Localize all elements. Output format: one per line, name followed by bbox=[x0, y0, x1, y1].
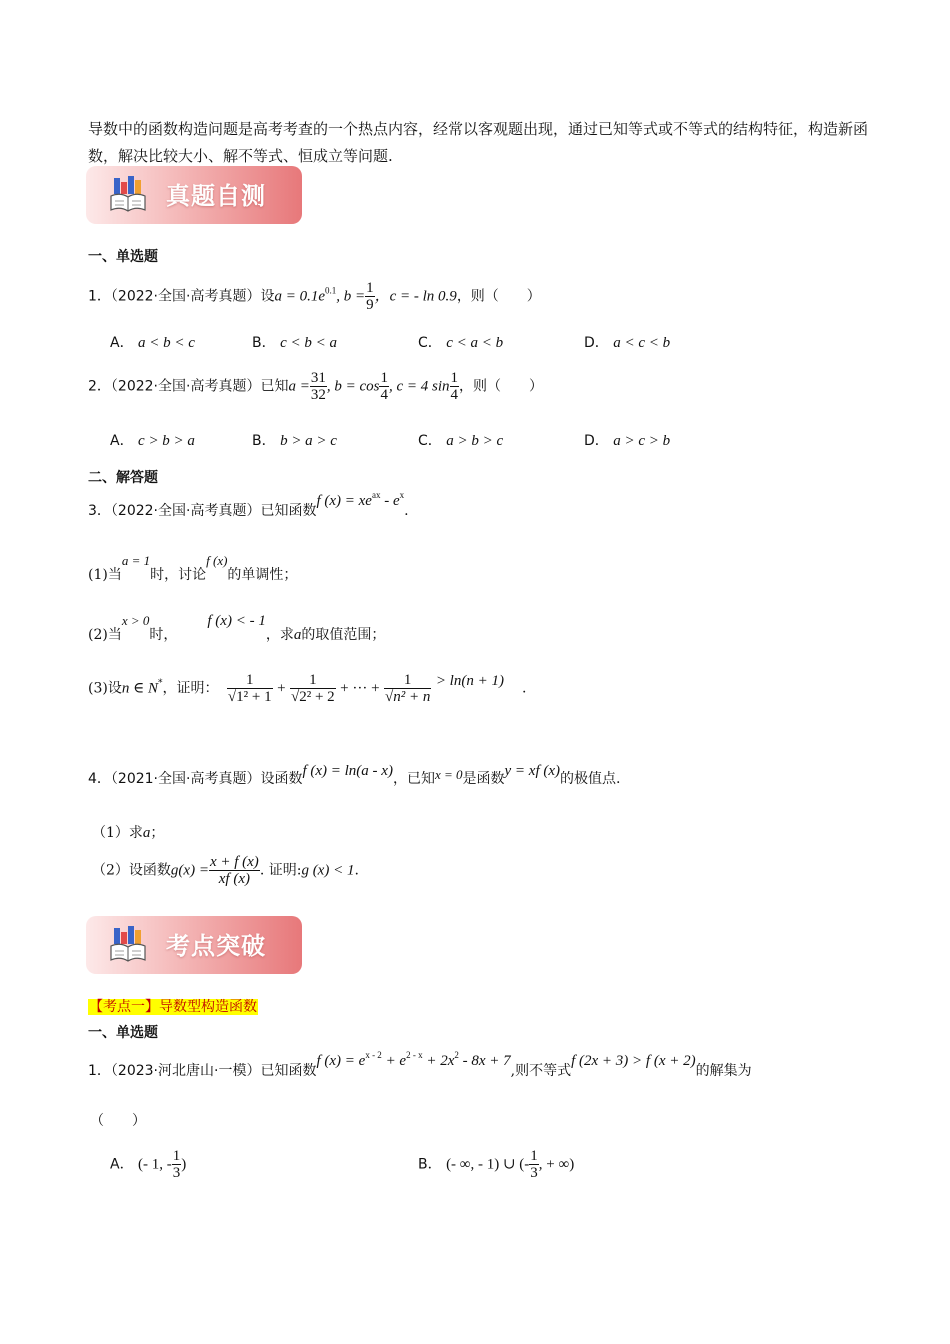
question-source: （2022·全国·高考真题） bbox=[110, 288, 261, 305]
topic-question-1: 1．（2023·河北唐山·一模）已知函数f $(x) = e^{x - 2} + e^{2 - x} + 2x^2 - 8x + 7$,则不等式f (2x + 3) > f (x + 2)的解集为 bbox=[88, 1050, 752, 1079]
question-3-part-2: (2)当x > 0时，f (x) < - 1，求a的取值范围； bbox=[88, 613, 386, 643]
question-source: （2022·全国·高考真题） bbox=[110, 378, 261, 395]
question-source: （2021·全国·高考真题） bbox=[110, 771, 261, 787]
section-heading-answer: 二、解答题 bbox=[88, 470, 158, 486]
q1-option-b[interactable]: B． c < b < a bbox=[252, 335, 337, 351]
k1-option-a[interactable]: A． (- 1, - $\frac{1}{3}$ ) bbox=[110, 1148, 187, 1181]
question-source: （2023·河北唐山·一模） bbox=[110, 1063, 261, 1079]
question-1: 1．（2022·全国·高考真题）设$a = 0.1e^{0.1}$, b = $\frac{1}{9}$ ，c = - ln 0.9，则（ ） bbox=[88, 280, 541, 313]
question-3: 3．（2022·全国·高考真题）已知函数f $(x) = xe^{ax} - e^x$. bbox=[88, 490, 409, 519]
question-4-sub-1: （1）求a； bbox=[92, 825, 165, 841]
k1-option-b[interactable]: B． (- ∞, - 1) ∪ (- $\frac{1}{3}$ , + ∞) bbox=[418, 1148, 575, 1181]
q2-option-a[interactable]: A． c > b > a bbox=[110, 433, 195, 449]
banner-title: 真题自测 bbox=[166, 182, 266, 210]
section-heading-single-2: 一、单选题 bbox=[88, 1025, 158, 1041]
q1-option-d[interactable]: D． a < c < b bbox=[584, 335, 671, 351]
q1-option-a[interactable]: A． a < b < c bbox=[110, 335, 195, 351]
question-3-part-1: (1)当a = 1时，讨论f (x)的单调性； bbox=[88, 553, 298, 583]
section-heading-single: 一、单选题 bbox=[88, 249, 158, 265]
question-3-part-3: (3)设n ∈ N*，证明： $\frac{1}{\text{√1² + 1}}$ + $\frac{1}{\text{√2² + 2}}$ + ··· + $\frac{1}{\text{√n² + n}}$ > ln(n + 1) . bbox=[88, 672, 527, 705]
q2-option-b[interactable]: B． b > a > c bbox=[252, 433, 337, 449]
question-source: （2022·全国·高考真题） bbox=[110, 503, 261, 519]
section-banner-kaodian bbox=[86, 916, 302, 974]
intro-paragraph: 导数中的函数构造问题是高考考查的一个热点内容，经常以客观题出现，通过已知等式或不等式的结构特征，构造新函数，解决比较大小、解不等式、恒成立等问题. bbox=[88, 120, 869, 165]
q1-option-c[interactable]: C． c < a < b bbox=[418, 335, 504, 351]
q2-option-c[interactable]: C． a > b > c bbox=[418, 433, 504, 449]
section-banner-zhenti bbox=[86, 166, 302, 224]
banner-title: 考点突破 bbox=[166, 932, 266, 960]
open-book-icon bbox=[108, 924, 148, 964]
question-4: 4．（2021·全国·高考真题）设函数f (x) = ln(a - x)，已知x = 0是函数y = xf (x)的极值点. bbox=[88, 763, 621, 787]
topic-tag: 【考点一】导数型构造函数 bbox=[89, 999, 257, 1015]
question-4-sub-2: （2）设函数g(x) = $\frac{x + f (x)}{xf (x)}$ . 证明:g (x) < 1. bbox=[92, 854, 359, 887]
open-book-icon bbox=[108, 174, 148, 214]
topic-question-1-paren: （ ） bbox=[90, 1113, 146, 1129]
q2-option-d[interactable]: D． a > c > b bbox=[584, 433, 671, 449]
question-2: 2．（2022·全国·高考真题）已知a = $\frac{31}{32}$ , b = cos $\frac{1}{4}$ , c = 4 sin $\frac{1}{4}$ ，则（ ） bbox=[88, 370, 543, 403]
